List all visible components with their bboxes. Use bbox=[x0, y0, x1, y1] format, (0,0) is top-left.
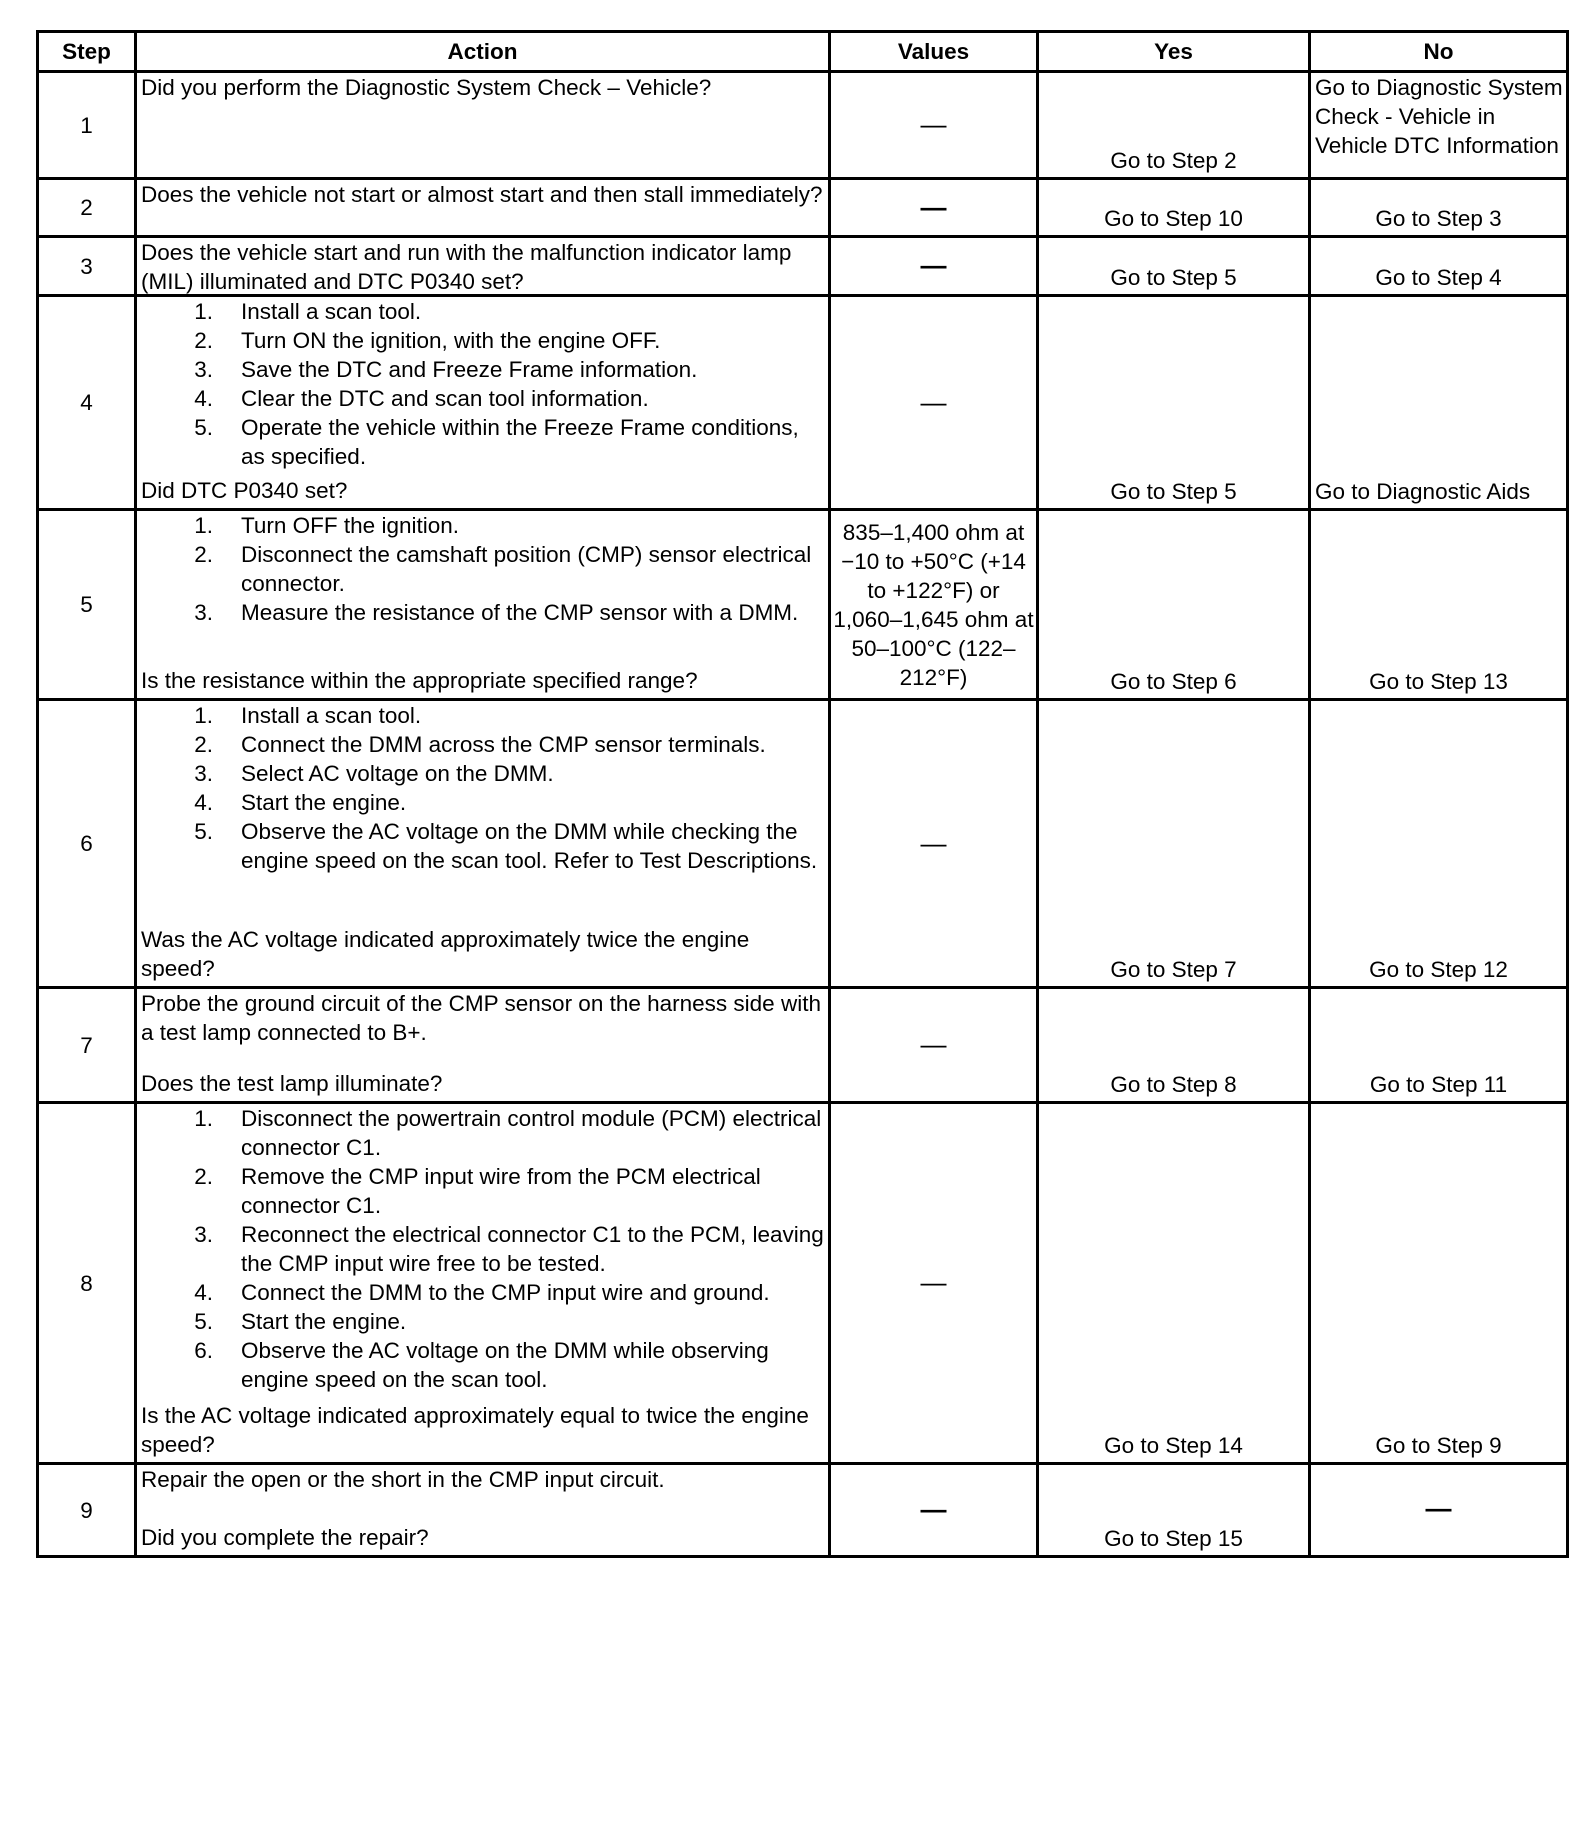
procedure-item bbox=[141, 540, 824, 598]
procedure-item-number: 2. bbox=[194, 328, 213, 353]
no-target: Go to Step 13 bbox=[1369, 669, 1508, 694]
table-row bbox=[38, 1103, 1568, 1464]
header-no: No bbox=[1310, 32, 1568, 72]
step-number: 9 bbox=[38, 1464, 136, 1557]
procedure-item bbox=[141, 701, 824, 730]
procedure-item-number: 3. bbox=[194, 1222, 213, 1247]
yes-cell: Go to Step 10 bbox=[1038, 179, 1310, 237]
no-cell bbox=[1310, 1464, 1568, 1557]
no-cell bbox=[1310, 988, 1568, 1103]
no-target: Go to Step 11 bbox=[1369, 1072, 1508, 1097]
yes-cell: Go to Step 14 bbox=[1038, 1103, 1310, 1464]
procedure-item-text: Observe the AC voltage on the DMM while observing engine speed on the scan tool. bbox=[241, 1338, 769, 1392]
procedure-item bbox=[141, 788, 824, 817]
procedure-item-number: 3. bbox=[194, 600, 213, 625]
procedure-item-text: Remove the CMP input wire from the PCM electrical connector C1. bbox=[241, 1164, 761, 1218]
header-yes: Yes bbox=[1038, 32, 1310, 72]
procedure-item-text: Operate the vehicle within the Freeze Frame conditions, as specified. bbox=[241, 415, 799, 469]
procedure-item-number: 1. bbox=[194, 703, 213, 728]
procedure-item-number: 2. bbox=[194, 732, 213, 757]
values-spec: 835–1,400 ohm at −10 to +50°C (+14 to +122°F) or 1,060–1,645 ohm at 50–100°C (122–212°F) bbox=[833, 519, 1034, 690]
yes-cell: Go to Step 15 bbox=[1038, 1464, 1310, 1557]
header-values: Values bbox=[830, 32, 1038, 72]
procedure-item-number: 4. bbox=[194, 386, 213, 411]
procedure-item-number: 1. bbox=[194, 299, 213, 324]
action-instruction: Repair the open or the short in the CMP input circuit. bbox=[141, 1467, 665, 1492]
procedure-item-text: Save the DTC and Freeze Frame information. bbox=[241, 357, 698, 382]
values-cell bbox=[830, 237, 1038, 296]
procedure-item-number: 3. bbox=[194, 761, 213, 786]
procedure-item-text: Select AC voltage on the DMM. bbox=[241, 761, 554, 786]
step-number: 3 bbox=[38, 237, 136, 296]
no-target: Go to Step 12 bbox=[1369, 957, 1508, 982]
no-cell bbox=[1310, 700, 1568, 988]
action-instruction: Does the vehicle start and run with the malfunction indicator lamp (MIL) illuminated and DTC P0340 set? bbox=[141, 240, 792, 294]
table-row bbox=[38, 296, 1568, 510]
header-row bbox=[38, 32, 1568, 72]
procedure-item-number: 5. bbox=[194, 1309, 213, 1334]
table-row bbox=[38, 72, 1568, 179]
procedure-item-number: 4. bbox=[194, 1280, 213, 1305]
table-row bbox=[38, 510, 1568, 700]
no-cell bbox=[1310, 510, 1568, 700]
table-row bbox=[38, 1464, 1568, 1557]
action-instruction: Does the vehicle not start or almost start and then stall immediately? bbox=[141, 182, 823, 207]
values-cell bbox=[830, 1103, 1038, 1464]
action-question: Is the AC voltage indicated approximately equal to twice the engine speed? bbox=[141, 1403, 809, 1457]
procedure-item bbox=[141, 1278, 824, 1307]
procedure-item-text: Observe the AC voltage on the DMM while checking the engine speed on the scan tool. Refer to Test Descriptions. bbox=[241, 819, 818, 873]
procedure-item-text: Start the engine. bbox=[241, 1309, 407, 1334]
procedure-list bbox=[141, 511, 824, 627]
procedure-item bbox=[141, 817, 824, 875]
procedure-item-number: 5. bbox=[194, 415, 213, 440]
procedure-item bbox=[141, 384, 824, 413]
procedure-item-text: Disconnect the powertrain control module (PCM) electrical connector C1. bbox=[241, 1106, 822, 1160]
no-target: Go to Step 9 bbox=[1375, 1433, 1502, 1458]
step-number: 8 bbox=[38, 1103, 136, 1464]
step-number: 4 bbox=[38, 296, 136, 510]
procedure-item bbox=[141, 1104, 824, 1162]
procedure-item bbox=[141, 1220, 824, 1278]
procedure-item-number: 3. bbox=[194, 357, 213, 382]
no-cell bbox=[1310, 237, 1568, 296]
header-action: Action bbox=[136, 32, 830, 72]
procedure-item-text: Turn ON the ignition, with the engine OFF. bbox=[241, 328, 661, 353]
step-number: 1 bbox=[38, 72, 136, 179]
procedure-item bbox=[141, 413, 824, 471]
procedure-item-number: 4. bbox=[194, 790, 213, 815]
procedure-item-number: 5. bbox=[194, 819, 213, 844]
procedure-item-text: Disconnect the camshaft position (CMP) sensor electrical connector. bbox=[241, 542, 812, 596]
procedure-item-text: Install a scan tool. bbox=[241, 703, 422, 728]
no-cell bbox=[1310, 72, 1568, 179]
procedure-list bbox=[141, 1104, 824, 1394]
procedure-item-text: Clear the DTC and scan tool information. bbox=[241, 386, 649, 411]
values-dash: — bbox=[920, 191, 947, 222]
no-cell bbox=[1310, 179, 1568, 237]
action-cell bbox=[136, 510, 830, 700]
no-cell bbox=[1310, 296, 1568, 510]
procedure-item-text: Connect the DMM across the CMP sensor terminals. bbox=[241, 732, 766, 757]
values-dash: — bbox=[920, 109, 947, 139]
action-question: Did DTC P0340 set? bbox=[141, 478, 348, 503]
action-cell bbox=[136, 179, 830, 237]
procedure-item bbox=[141, 1162, 824, 1220]
procedure-item-number: 2. bbox=[194, 1164, 213, 1189]
yes-cell: Go to Step 5 bbox=[1038, 296, 1310, 510]
action-cell bbox=[136, 1103, 830, 1464]
table-row bbox=[38, 237, 1568, 296]
no-target: Go to Step 4 bbox=[1375, 265, 1502, 290]
values-cell bbox=[830, 1464, 1038, 1557]
step-number: 5 bbox=[38, 510, 136, 700]
no-cell bbox=[1310, 1103, 1568, 1464]
yes-cell: Go to Step 5 bbox=[1038, 237, 1310, 296]
procedure-item-text: Measure the resistance of the CMP sensor with a DMM. bbox=[241, 600, 799, 625]
values-cell bbox=[830, 179, 1038, 237]
procedure-item bbox=[141, 598, 824, 627]
procedure-item bbox=[141, 326, 824, 355]
action-instruction: Did you perform the Diagnostic System Check – Vehicle? bbox=[141, 75, 712, 100]
procedure-item bbox=[141, 1307, 824, 1336]
action-cell bbox=[136, 237, 830, 296]
values-cell bbox=[830, 988, 1038, 1103]
values-dash: — bbox=[920, 827, 947, 858]
values-dash: — bbox=[920, 1494, 947, 1524]
action-question: Is the resistance within the appropriate specified range? bbox=[141, 668, 698, 693]
no-target: Go to Diagnostic Aids bbox=[1315, 479, 1531, 504]
diagnostic-table-page bbox=[36, 30, 1566, 1558]
procedure-item-number: 6. bbox=[194, 1338, 213, 1363]
yes-cell: Go to Step 2 bbox=[1038, 72, 1310, 179]
values-cell bbox=[830, 700, 1038, 988]
procedure-item bbox=[141, 730, 824, 759]
procedure-item bbox=[141, 1336, 824, 1394]
procedure-item-text: Install a scan tool. bbox=[241, 299, 422, 324]
values-dash: — bbox=[920, 250, 947, 280]
header-step: Step bbox=[38, 32, 136, 72]
action-cell bbox=[136, 72, 830, 179]
procedure-item bbox=[141, 759, 824, 788]
procedure-item-number: 1. bbox=[194, 513, 213, 538]
table-row bbox=[38, 988, 1568, 1103]
values-dash: — bbox=[920, 386, 947, 417]
no-dash: — bbox=[1425, 1493, 1452, 1523]
no-target: Go to Step 3 bbox=[1375, 206, 1502, 231]
procedure-item-text: Turn OFF the ignition. bbox=[241, 513, 460, 538]
no-target: Go to Diagnostic System Check - Vehicle in Vehicle DTC Information bbox=[1315, 75, 1563, 158]
table-row bbox=[38, 700, 1568, 988]
action-question: Was the AC voltage indicated approximately twice the engine speed? bbox=[141, 927, 750, 981]
action-cell bbox=[136, 700, 830, 988]
diagnostic-table bbox=[36, 30, 1569, 1558]
procedure-list bbox=[141, 297, 824, 471]
action-instruction: Probe the ground circuit of the CMP sensor on the harness side with a test lamp connected to B+. bbox=[141, 991, 821, 1045]
step-number: 2 bbox=[38, 179, 136, 237]
values-dash: — bbox=[920, 1029, 947, 1059]
values-cell bbox=[830, 510, 1038, 700]
procedure-item-number: 2. bbox=[194, 542, 213, 567]
procedure-item bbox=[141, 511, 824, 540]
yes-cell: Go to Step 6 bbox=[1038, 510, 1310, 700]
table-row bbox=[38, 179, 1568, 237]
procedure-list bbox=[141, 701, 824, 875]
procedure-item bbox=[141, 297, 824, 326]
yes-cell: Go to Step 7 bbox=[1038, 700, 1310, 988]
action-cell bbox=[136, 988, 830, 1103]
action-cell bbox=[136, 296, 830, 510]
step-number: 7 bbox=[38, 988, 136, 1103]
action-question: Did you complete the repair? bbox=[141, 1525, 429, 1550]
values-cell bbox=[830, 296, 1038, 510]
procedure-item-text: Connect the DMM to the CMP input wire and ground. bbox=[241, 1280, 770, 1305]
yes-cell: Go to Step 8 bbox=[1038, 988, 1310, 1103]
step-number: 6 bbox=[38, 700, 136, 988]
action-question: Does the test lamp illuminate? bbox=[141, 1071, 443, 1096]
action-cell bbox=[136, 1464, 830, 1557]
values-cell bbox=[830, 72, 1038, 179]
values-dash: — bbox=[920, 1267, 947, 1297]
procedure-item-text: Reconnect the electrical connector C1 to the PCM, leaving the CMP input wire free to be tested. bbox=[241, 1222, 824, 1276]
procedure-item-number: 1. bbox=[194, 1106, 213, 1131]
procedure-item bbox=[141, 355, 824, 384]
procedure-item-text: Start the engine. bbox=[241, 790, 407, 815]
